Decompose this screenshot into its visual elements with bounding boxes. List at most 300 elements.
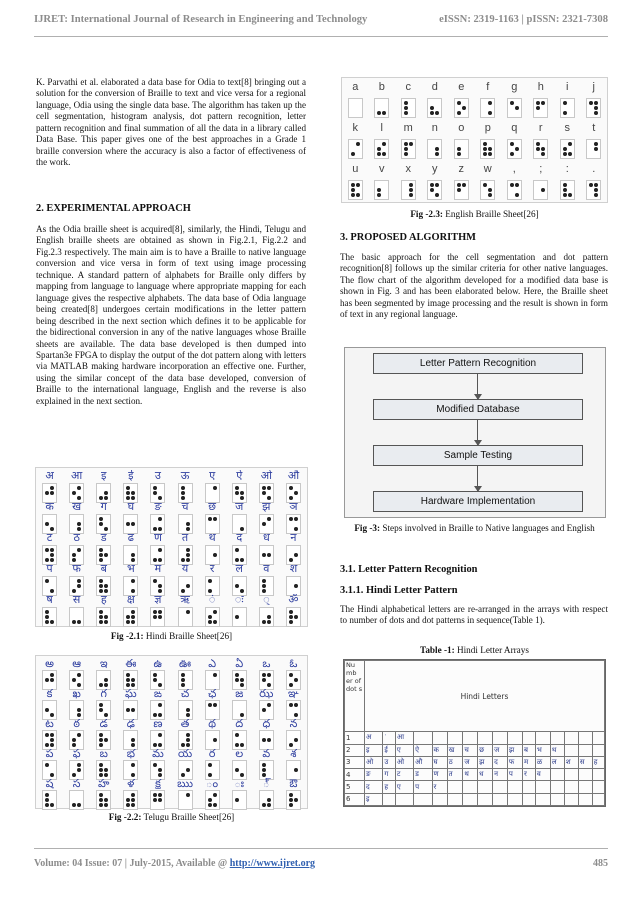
- braille-letter: ఇ: [99, 657, 108, 669]
- letter-cell: ग: [383, 769, 396, 781]
- fig-2-2-caption: Fig -2.2: Telugu Braille Sheet[26]: [108, 812, 235, 822]
- braille-cell: [178, 545, 193, 565]
- braille-cell: [560, 180, 575, 200]
- braille-letter: o: [458, 123, 465, 135]
- flow-arrow-2: [477, 420, 478, 445]
- braille-letter: j: [592, 82, 595, 94]
- table-row: [345, 769, 605, 781]
- letter-cell: [592, 769, 604, 781]
- braille-letter: g: [511, 82, 518, 94]
- letter-cell: [478, 781, 493, 793]
- braille-letter: त: [181, 531, 189, 543]
- braille-letter: ళ: [127, 777, 135, 789]
- sheet-cell-row: [36, 576, 307, 592]
- braille-cell: [259, 576, 274, 596]
- sheet-cell-row: [36, 790, 307, 806]
- braille-cell: [69, 607, 84, 627]
- letter-cell: [550, 732, 564, 744]
- letter-cell: [493, 793, 508, 805]
- letter-cell: ह: [592, 756, 604, 768]
- braille-letter: ज्ञ: [154, 593, 162, 605]
- braille-cell: [96, 483, 111, 503]
- sheet-cell-row: [342, 98, 607, 119]
- table-row: [345, 732, 605, 744]
- letter-cell: [478, 793, 493, 805]
- braille-cell: [205, 576, 220, 596]
- braille-letter: p: [484, 123, 491, 135]
- braille-cell: [123, 576, 138, 596]
- braille-cell: [96, 514, 111, 534]
- braille-letter: ं: [208, 593, 216, 605]
- flowchart: [344, 347, 606, 518]
- braille-letter: ओ: [260, 469, 272, 481]
- braille-letter: య: [177, 747, 193, 759]
- fig-2-3-caption: Fig -2.3: English Braille Sheet[26]: [410, 209, 539, 219]
- letter-cell: ऐ: [414, 744, 432, 756]
- letter-cell: [414, 732, 432, 744]
- sheet-label-row: [36, 499, 307, 514]
- page-header: [34, 14, 608, 25]
- braille-letter: h: [537, 82, 544, 94]
- braille-letter: w: [483, 164, 492, 176]
- braille-letter: v: [379, 164, 385, 176]
- letter-cell: [592, 732, 604, 744]
- braille-cell: [205, 607, 220, 627]
- braille-letter: l: [380, 123, 383, 135]
- letter-cell: स: [578, 756, 592, 768]
- section-3-title: 3. PROPOSED ALGORITHM: [340, 232, 476, 243]
- letter-cell: थ: [463, 769, 478, 781]
- braille-letter: व: [263, 562, 270, 574]
- sheet-cell-row: [342, 180, 607, 201]
- letter-cell: व: [535, 769, 550, 781]
- braille-letter: ఠ: [73, 717, 80, 729]
- letter-cell: र: [522, 769, 535, 781]
- letter-cell: ङ: [365, 769, 383, 781]
- letter-cell: [564, 744, 578, 756]
- braille-letter: k: [352, 123, 358, 135]
- braille-letter: ग: [100, 500, 107, 512]
- braille-cell: [259, 514, 274, 534]
- page-footer: [34, 858, 608, 869]
- braille-letter: ह: [100, 593, 107, 605]
- braille-cell: [286, 576, 301, 596]
- braille-cell: [69, 576, 84, 596]
- letter-cell: थ: [550, 744, 564, 756]
- braille-letter: ठ: [73, 531, 80, 543]
- braille-letter: గ: [100, 687, 107, 699]
- braille-letter: క: [46, 687, 53, 699]
- letter-cell: भ: [535, 744, 550, 756]
- letter-cell: ई: [383, 744, 396, 756]
- braille-cell: [205, 514, 220, 534]
- braille-cell: [150, 576, 165, 596]
- braille-letter: .: [592, 164, 596, 176]
- braille-letter: u: [352, 164, 359, 176]
- braille-letter: ङ: [154, 500, 162, 512]
- english-braille-sheet: [341, 77, 608, 203]
- hindi-braille-sheet: [35, 467, 308, 627]
- braille-cell: [348, 180, 363, 200]
- braille-cell: [586, 180, 601, 200]
- braille-cell: [69, 790, 84, 810]
- sheet-label-row: [36, 561, 307, 576]
- section-3-1-title: 3.1. Letter Pattern Recognition: [340, 564, 478, 575]
- letter-cell: श: [564, 756, 578, 768]
- braille-cell: [507, 139, 522, 159]
- letter-cell: [578, 732, 592, 744]
- table-title: Hindi Letters: [365, 661, 605, 732]
- braille-letter: ढ: [127, 531, 134, 543]
- sheet-label-row: [36, 656, 307, 670]
- braille-cell: [178, 576, 193, 596]
- letter-cell: [414, 793, 432, 805]
- braille-cell: [205, 790, 220, 810]
- braille-cell: [374, 139, 389, 159]
- braille-letter: ఙ: [153, 687, 162, 699]
- braille-cell: [480, 139, 495, 159]
- braille-letter: డ: [99, 717, 108, 729]
- braille-letter: च: [181, 500, 189, 512]
- braille-cell: [178, 607, 193, 627]
- letter-cell: फ: [507, 756, 522, 768]
- braille-letter: హ: [98, 777, 110, 789]
- letter-cell: [507, 781, 522, 793]
- braille-cell: [560, 98, 575, 118]
- table-1-caption: Table -1: Hindi Letter Arrays: [420, 645, 529, 655]
- left-para-1: K. Parvathi et al. elaborated a data base for Odia to text[8] bringing out a solution for the conversion of Braille to text and vice versa for a regional language, Odia using the single data base. The algorithm has taken up the cell segmentation, histogram analysis, dot pattern recognition, letter pattern recognition and final summation of all the data in a library called Data Base. This paper gives one of the best approaches in a Grade 1 braille conversion where the accuracy is also a factor of effectiveness of the work.: [36, 77, 306, 168]
- braille-letter: ब: [100, 562, 107, 574]
- braille-cell: [150, 483, 165, 503]
- braille-letter: ః: [234, 777, 245, 789]
- braille-letter: थ: [208, 531, 216, 543]
- letter-cell: ओ: [395, 756, 413, 768]
- braille-cell: [150, 514, 165, 534]
- braille-letter: r: [538, 123, 543, 135]
- sheet-label-row: [36, 530, 307, 545]
- braille-cell: [96, 545, 111, 565]
- letter-cell: [522, 781, 535, 793]
- braille-letter: ट: [46, 531, 53, 543]
- letter-cell: [447, 793, 463, 805]
- braille-letter: t: [592, 123, 596, 135]
- braille-letter: ఉ: [153, 657, 163, 669]
- letter-cell: [447, 781, 463, 793]
- braille-letter: i: [566, 82, 569, 94]
- braille-letter: శ: [290, 747, 297, 759]
- braille-letter: श: [289, 562, 298, 574]
- braille-letter: ऊ: [180, 469, 190, 481]
- braille-letter: ज: [235, 500, 244, 512]
- letter-cell: त: [447, 769, 463, 781]
- sheet-label-row: [342, 78, 607, 98]
- braille-letter: ्: [263, 593, 270, 605]
- braille-cell: [205, 545, 220, 565]
- section-2-title: 2. EXPERIMENTAL APPROACH: [36, 203, 191, 214]
- braille-letter: f: [486, 82, 490, 94]
- header-rule: [34, 36, 608, 37]
- braille-letter: త: [180, 717, 190, 729]
- sheet-cell-row: [36, 514, 307, 530]
- dot-count-cell: 1: [345, 732, 365, 744]
- letter-cell: [535, 793, 550, 805]
- letter-cell: [564, 769, 578, 781]
- letter-cell: ट: [395, 769, 413, 781]
- braille-cell: [96, 576, 111, 596]
- letter-cell: ख: [447, 744, 463, 756]
- letter-cell: [507, 793, 522, 805]
- letter-cell: उ: [383, 756, 396, 768]
- letter-cell: झ: [478, 756, 493, 768]
- letter-cell: ळ: [535, 756, 550, 768]
- letter-cell: [463, 793, 478, 805]
- sheet-label-row: [36, 686, 307, 700]
- dot-count-cell: 5: [345, 781, 365, 793]
- right-para-4: The Hindi alphabetical letters are re-arranged in the arrays with respect to number of dots and dot patterns in sequence(Table 1).: [340, 604, 608, 626]
- table-row: [345, 793, 605, 805]
- letter-cell: छ: [478, 744, 493, 756]
- braille-cell: [533, 139, 548, 159]
- braille-letter: ;: [539, 164, 543, 176]
- braille-cell: [374, 180, 389, 200]
- braille-cell: [348, 139, 363, 159]
- braille-letter: क: [45, 500, 54, 512]
- braille-letter: ఈ: [125, 657, 137, 669]
- letter-cell: [447, 732, 463, 744]
- sheet-cell-row: [36, 730, 307, 746]
- braille-cell: [259, 607, 274, 627]
- braille-cell: [232, 790, 247, 810]
- braille-cell: [507, 180, 522, 200]
- braille-letter: आ: [71, 469, 83, 481]
- braille-letter: इ: [101, 469, 107, 481]
- fig-3-caption: Fig -3: Steps involved in Braille to Native languages and English: [354, 523, 595, 533]
- braille-cell: [123, 514, 138, 534]
- braille-letter: n: [431, 123, 438, 135]
- braille-cell: [123, 790, 138, 810]
- braille-letter: ణ: [153, 717, 163, 729]
- braille-letter: అ: [45, 657, 54, 669]
- sheet-label-row: [36, 468, 307, 483]
- letter-cell: [432, 793, 447, 805]
- braille-cell: [259, 545, 274, 565]
- dot-count-cell: 3: [345, 756, 365, 768]
- journal-title: IJRET: International Journal of Research in Engineering and Technology: [34, 14, 368, 25]
- letter-cell: [578, 744, 592, 756]
- right-para-3: The basic approach for the cell segmentation and dot pattern recognition[8] follows up the similar criteria for other native languages. The flow chart of the algorithm developed for a modified data base is shown in Fig. 3 and has been elaborated below. Here, the Braille sheet has been segmented by image processing and the result is shown in form of text in any regional language.: [340, 252, 608, 320]
- letter-cell: [592, 744, 604, 756]
- letter-cell: च: [463, 744, 478, 756]
- braille-letter: ः: [234, 593, 244, 605]
- sheet-label-row: [36, 716, 307, 730]
- braille-cell: [454, 139, 469, 159]
- braille-cell: [178, 514, 193, 534]
- braille-letter: ञ: [289, 500, 298, 512]
- letter-cell: ए: [395, 744, 413, 756]
- braille-cell: [259, 790, 274, 810]
- flow-arrow-3: [477, 466, 478, 491]
- braille-letter: భ: [126, 747, 135, 759]
- telugu-braille-sheet: [35, 655, 308, 809]
- braille-letter: z: [458, 164, 464, 176]
- braille-letter: ,: [512, 164, 516, 176]
- footer-volume: Volume: 04 Issue: 07 | July-2015, Available @ http://www.ijret.org: [34, 858, 316, 869]
- flow-arrow-1: [477, 374, 478, 399]
- sheet-label-row: [342, 119, 607, 139]
- braille-cell: [259, 483, 274, 503]
- braille-letter: ఢ: [126, 717, 135, 729]
- letter-cell: [463, 781, 478, 793]
- letter-cell: ह: [383, 781, 396, 793]
- letter-cell: [592, 781, 604, 793]
- letter-cell: म: [522, 756, 535, 768]
- letter-cell: ज: [493, 744, 508, 756]
- braille-letter: क्ष: [126, 593, 135, 605]
- letter-cell: ण: [432, 769, 447, 781]
- letter-cell: ल: [550, 756, 564, 768]
- braille-cell: [42, 576, 57, 596]
- flow-step-2: Modified Database: [373, 399, 583, 420]
- braille-letter: स: [72, 593, 81, 605]
- sheet-cell-row: [36, 607, 307, 623]
- braille-cell: [401, 98, 416, 118]
- letter-cell: प: [507, 769, 522, 781]
- braille-cell: [286, 790, 301, 810]
- braille-letter: ం: [206, 777, 219, 789]
- letter-cell: ध: [478, 769, 493, 781]
- letter-cell: [493, 732, 508, 744]
- braille-cell: [96, 790, 111, 810]
- sheet-cell-row: [36, 670, 307, 686]
- braille-cell: [69, 483, 84, 503]
- braille-cell: [480, 180, 495, 200]
- letter-cell: ठ: [447, 756, 463, 768]
- fig-2-1-caption: Fig -2.1: Hindi Braille Sheet[26]: [110, 631, 233, 641]
- braille-letter: s: [564, 123, 570, 135]
- section-3-1-1-title: 3.1.1. Hindi Letter Pattern: [340, 585, 458, 596]
- braille-letter: ष: [46, 593, 53, 605]
- braille-letter: ए: [209, 469, 216, 481]
- braille-cell: [286, 514, 301, 534]
- letter-cell: [535, 781, 550, 793]
- braille-letter: స: [72, 777, 81, 789]
- braille-cell: [374, 98, 389, 118]
- braille-cell: [123, 607, 138, 627]
- braille-cell: [348, 98, 363, 118]
- braille-letter: d: [431, 82, 438, 94]
- table-row: [345, 756, 605, 768]
- braille-letter: ॐ: [288, 593, 299, 605]
- braille-cell: [560, 139, 575, 159]
- issn: eISSN: 2319-1163 | pISSN: 2321-7308: [439, 14, 608, 25]
- braille-letter: ట: [45, 717, 54, 729]
- braille-letter: y: [432, 164, 438, 176]
- letter-cell: र: [432, 781, 447, 793]
- braille-letter: ऋ: [180, 593, 190, 605]
- letter-cell: घ: [432, 756, 447, 768]
- braille-letter: q: [511, 123, 518, 135]
- braille-letter: ఘ: [125, 687, 137, 699]
- letter-cell: [535, 732, 550, 744]
- braille-letter: మ: [152, 747, 164, 759]
- braille-letter: छ: [208, 500, 216, 512]
- letter-cell: [564, 793, 578, 805]
- journal-link[interactable]: http://www.ijret.org: [229, 858, 316, 869]
- braille-letter: प: [46, 562, 53, 574]
- braille-letter: औ: [287, 469, 300, 481]
- braille-letter: m: [403, 123, 413, 135]
- flow-step-4: Hardware Implementation: [373, 491, 583, 512]
- braille-cell: [507, 98, 522, 118]
- sheet-cell-row: [36, 760, 307, 776]
- braille-cell: [42, 483, 57, 503]
- braille-cell: [42, 545, 57, 565]
- braille-letter: झ: [262, 500, 271, 512]
- braille-letter: క్ష: [155, 777, 161, 789]
- braille-cell: [123, 483, 138, 503]
- letter-cell: ज: [463, 756, 478, 768]
- braille-letter: य: [181, 562, 189, 574]
- braille-letter: థ: [208, 717, 217, 729]
- braille-cell: [69, 514, 84, 534]
- braille-letter: ప: [45, 747, 54, 759]
- letter-cell: ए: [395, 781, 413, 793]
- braille-letter: ఓ: [289, 657, 298, 669]
- braille-cell: [123, 545, 138, 565]
- braille-letter: ఊ: [179, 657, 192, 669]
- letter-cell: न: [493, 769, 508, 781]
- braille-cell: [286, 607, 301, 627]
- table-row: [345, 781, 605, 793]
- braille-cell: [401, 180, 416, 200]
- braille-letter: र: [209, 562, 215, 574]
- braille-letter: ఞ: [288, 687, 299, 699]
- letter-cell: द: [493, 756, 508, 768]
- braille-cell: [178, 483, 193, 503]
- letter-cell: [578, 793, 592, 805]
- braille-letter: ర: [208, 747, 216, 759]
- letter-cell: ॱ: [383, 732, 396, 744]
- braille-cell: [480, 98, 495, 118]
- braille-letter: ఔ: [289, 777, 298, 789]
- braille-cell: [178, 790, 193, 810]
- braille-letter: न: [290, 531, 297, 543]
- letter-cell: [592, 793, 604, 805]
- braille-letter: జ: [235, 687, 244, 699]
- braille-cell: [232, 607, 247, 627]
- letter-cell: ब: [522, 744, 535, 756]
- dot-count-cell: 6: [345, 793, 365, 805]
- letter-cell: [522, 732, 535, 744]
- letter-cell: इ: [365, 793, 383, 805]
- sheet-cell-row: [36, 700, 307, 716]
- braille-cell: [232, 576, 247, 596]
- sheet-cell-row: [36, 545, 307, 561]
- braille-letter: :: [565, 164, 569, 176]
- braille-letter: ఒ: [262, 657, 271, 669]
- braille-cell: [454, 180, 469, 200]
- braille-cell: [96, 607, 111, 627]
- letter-cell: द: [365, 781, 383, 793]
- letter-cell: क: [432, 744, 447, 756]
- footer-rule: [34, 848, 608, 849]
- letter-cell: ड: [414, 769, 432, 781]
- braille-cell: [533, 98, 548, 118]
- letter-cell: [395, 793, 413, 805]
- letter-cell: ओ: [365, 756, 383, 768]
- braille-letter: c: [405, 82, 411, 94]
- braille-letter: अ: [45, 469, 54, 481]
